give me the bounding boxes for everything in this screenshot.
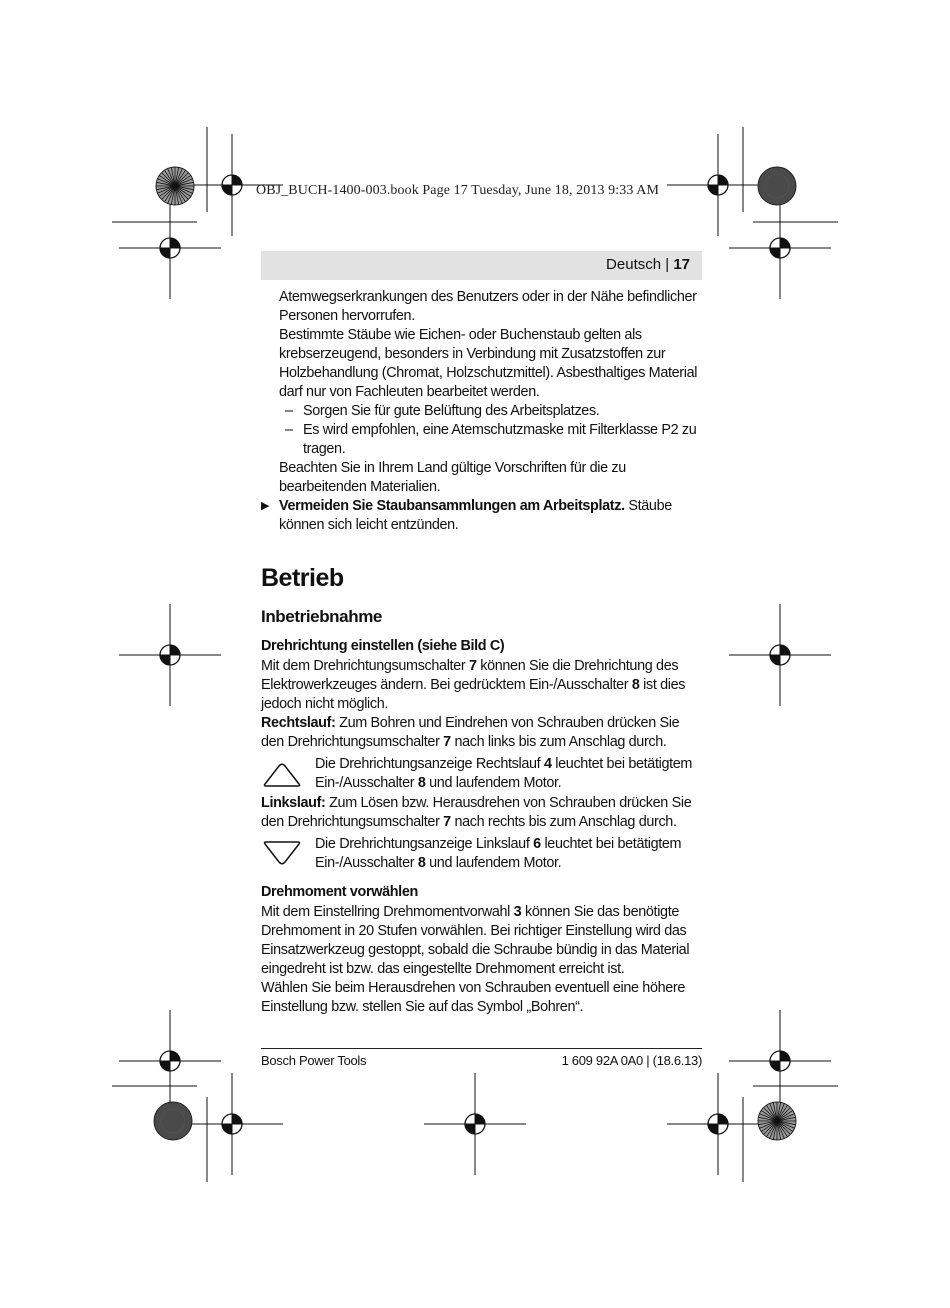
subsection-title: Inbetriebnahme	[261, 607, 382, 626]
page-header	[606, 256, 690, 273]
left-rotation-paragraph: Linkslauf: Zum Lösen bzw. Herausdrehen von Schrauben drücken Sie den Drehrichtungsumschalter 7 nach rechts bis zum Anschlag durch.	[261, 795, 692, 830]
page-number: 17	[673, 256, 690, 273]
rotation-paragraph: Mit dem Drehrichtungsumschalter 7 können Sie die Drehrichtung des Elektrowerkzeuges ändern. Bei gedrücktem Ein-/Ausschalter 8 ist dies jedoch nicht möglich.	[261, 658, 686, 712]
right-rotation-label: Rechtslauf:	[261, 715, 336, 731]
left-indicator-text: Die Drehrichtungsanzeige Linkslauf 6 leuchtet bei betätigtem Ein-/Ausschalter 8 und laufendem Motor.	[315, 836, 682, 871]
left-rotation-indicator-row	[261, 835, 702, 874]
list-item	[261, 421, 702, 459]
intro-paragraph: Beachten Sie in Ihrem Land gültige Vorschriften für die zu bearbeitenden Materialien.	[279, 460, 626, 495]
intro-paragraph: Bestimmte Stäube wie Eichen- oder Buchenstaub gelten als krebserzeugend, besonders in Verbindung mit Zusatzstoffen zur Holzbehandlung (Chromat, Holzschutzmittel). Asbesthaltiges Material darf nur von Fachleuten bearbeitet werden.	[279, 327, 698, 400]
warning-item	[261, 497, 702, 535]
header-separator: |	[661, 256, 674, 273]
section-title: Betrieb	[261, 564, 344, 592]
list-item	[261, 402, 702, 421]
rotation-heading: Drehrichtung einstellen (siehe Bild C)	[261, 638, 505, 654]
list-item-text: Es wird empfohlen, eine Atemschutzmaske mit Filterklasse P2 zu tragen.	[303, 422, 697, 457]
footer-doc-number: 1 609 92A 0A0 | (18.6.13)	[561, 1053, 702, 1068]
header-language: Deutsch	[606, 256, 662, 273]
right-indicator-text: Die Drehrichtungsanzeige Rechtslauf 4 leuchtet bei betätigtem Ein-/Ausschalter 8 und laufendem Motor.	[315, 756, 693, 791]
right-rotation-paragraph: Rechtslauf: Zum Bohren und Eindrehen von Schrauben drücken Sie den Drehrichtungsumschalter 7 nach links bis zum Anschlag durch.	[261, 715, 680, 750]
right-rotation-indicator-row	[261, 755, 702, 794]
torque-heading: Drehmoment vorwählen	[261, 884, 418, 900]
intro-paragraph: Atemwegserkrankungen des Benutzers oder in der Nähe befindlicher Personen hervorrufen.	[279, 289, 697, 324]
rotation-right-indicator-icon	[261, 755, 315, 794]
warning-bold: Vermeiden Sie Staubansammlungen am Arbeitsplatz.	[279, 498, 625, 514]
dash-bullet: –	[285, 422, 293, 438]
left-rotation-label: Linkslauf:	[261, 795, 326, 811]
warning-rest: Stäube können sich leicht entzünden.	[279, 498, 672, 533]
torque-paragraph: Mit dem Einstellring Drehmomentvorwahl 3 können Sie das benötigte Drehmoment in 20 Stufen vorwählen. Bei richtiger Einstellung wird das Einsatzwerkzeug gestoppt, sobald die Schraube bündig in das Material eingedreht ist bzw. das eingestellte Drehmoment erreicht ist.	[261, 904, 690, 977]
footer-divider	[261, 1048, 702, 1049]
rotation-left-indicator-icon	[261, 835, 315, 874]
list-item-text: Sorgen Sie für gute Belüftung des Arbeitsplatzes.	[303, 403, 600, 419]
dash-bullet: –	[285, 403, 293, 419]
warning-text	[279, 497, 702, 535]
triangle-right-bullet-icon: ▶	[261, 500, 270, 512]
print-slug: OBJ_BUCH-1400-003.book Page 17 Tuesday, June 18, 2013 9:33 AM	[256, 183, 660, 198]
page-header-bar	[261, 251, 702, 280]
torque-paragraph-2: Wählen Sie beim Herausdrehen von Schrauben eventuell eine höhere Einstellung bzw. stellen Sie auf das Symbol „Bohren“.	[261, 980, 685, 1015]
footer-brand: Bosch Power Tools	[261, 1053, 367, 1068]
page-content	[261, 288, 702, 1017]
